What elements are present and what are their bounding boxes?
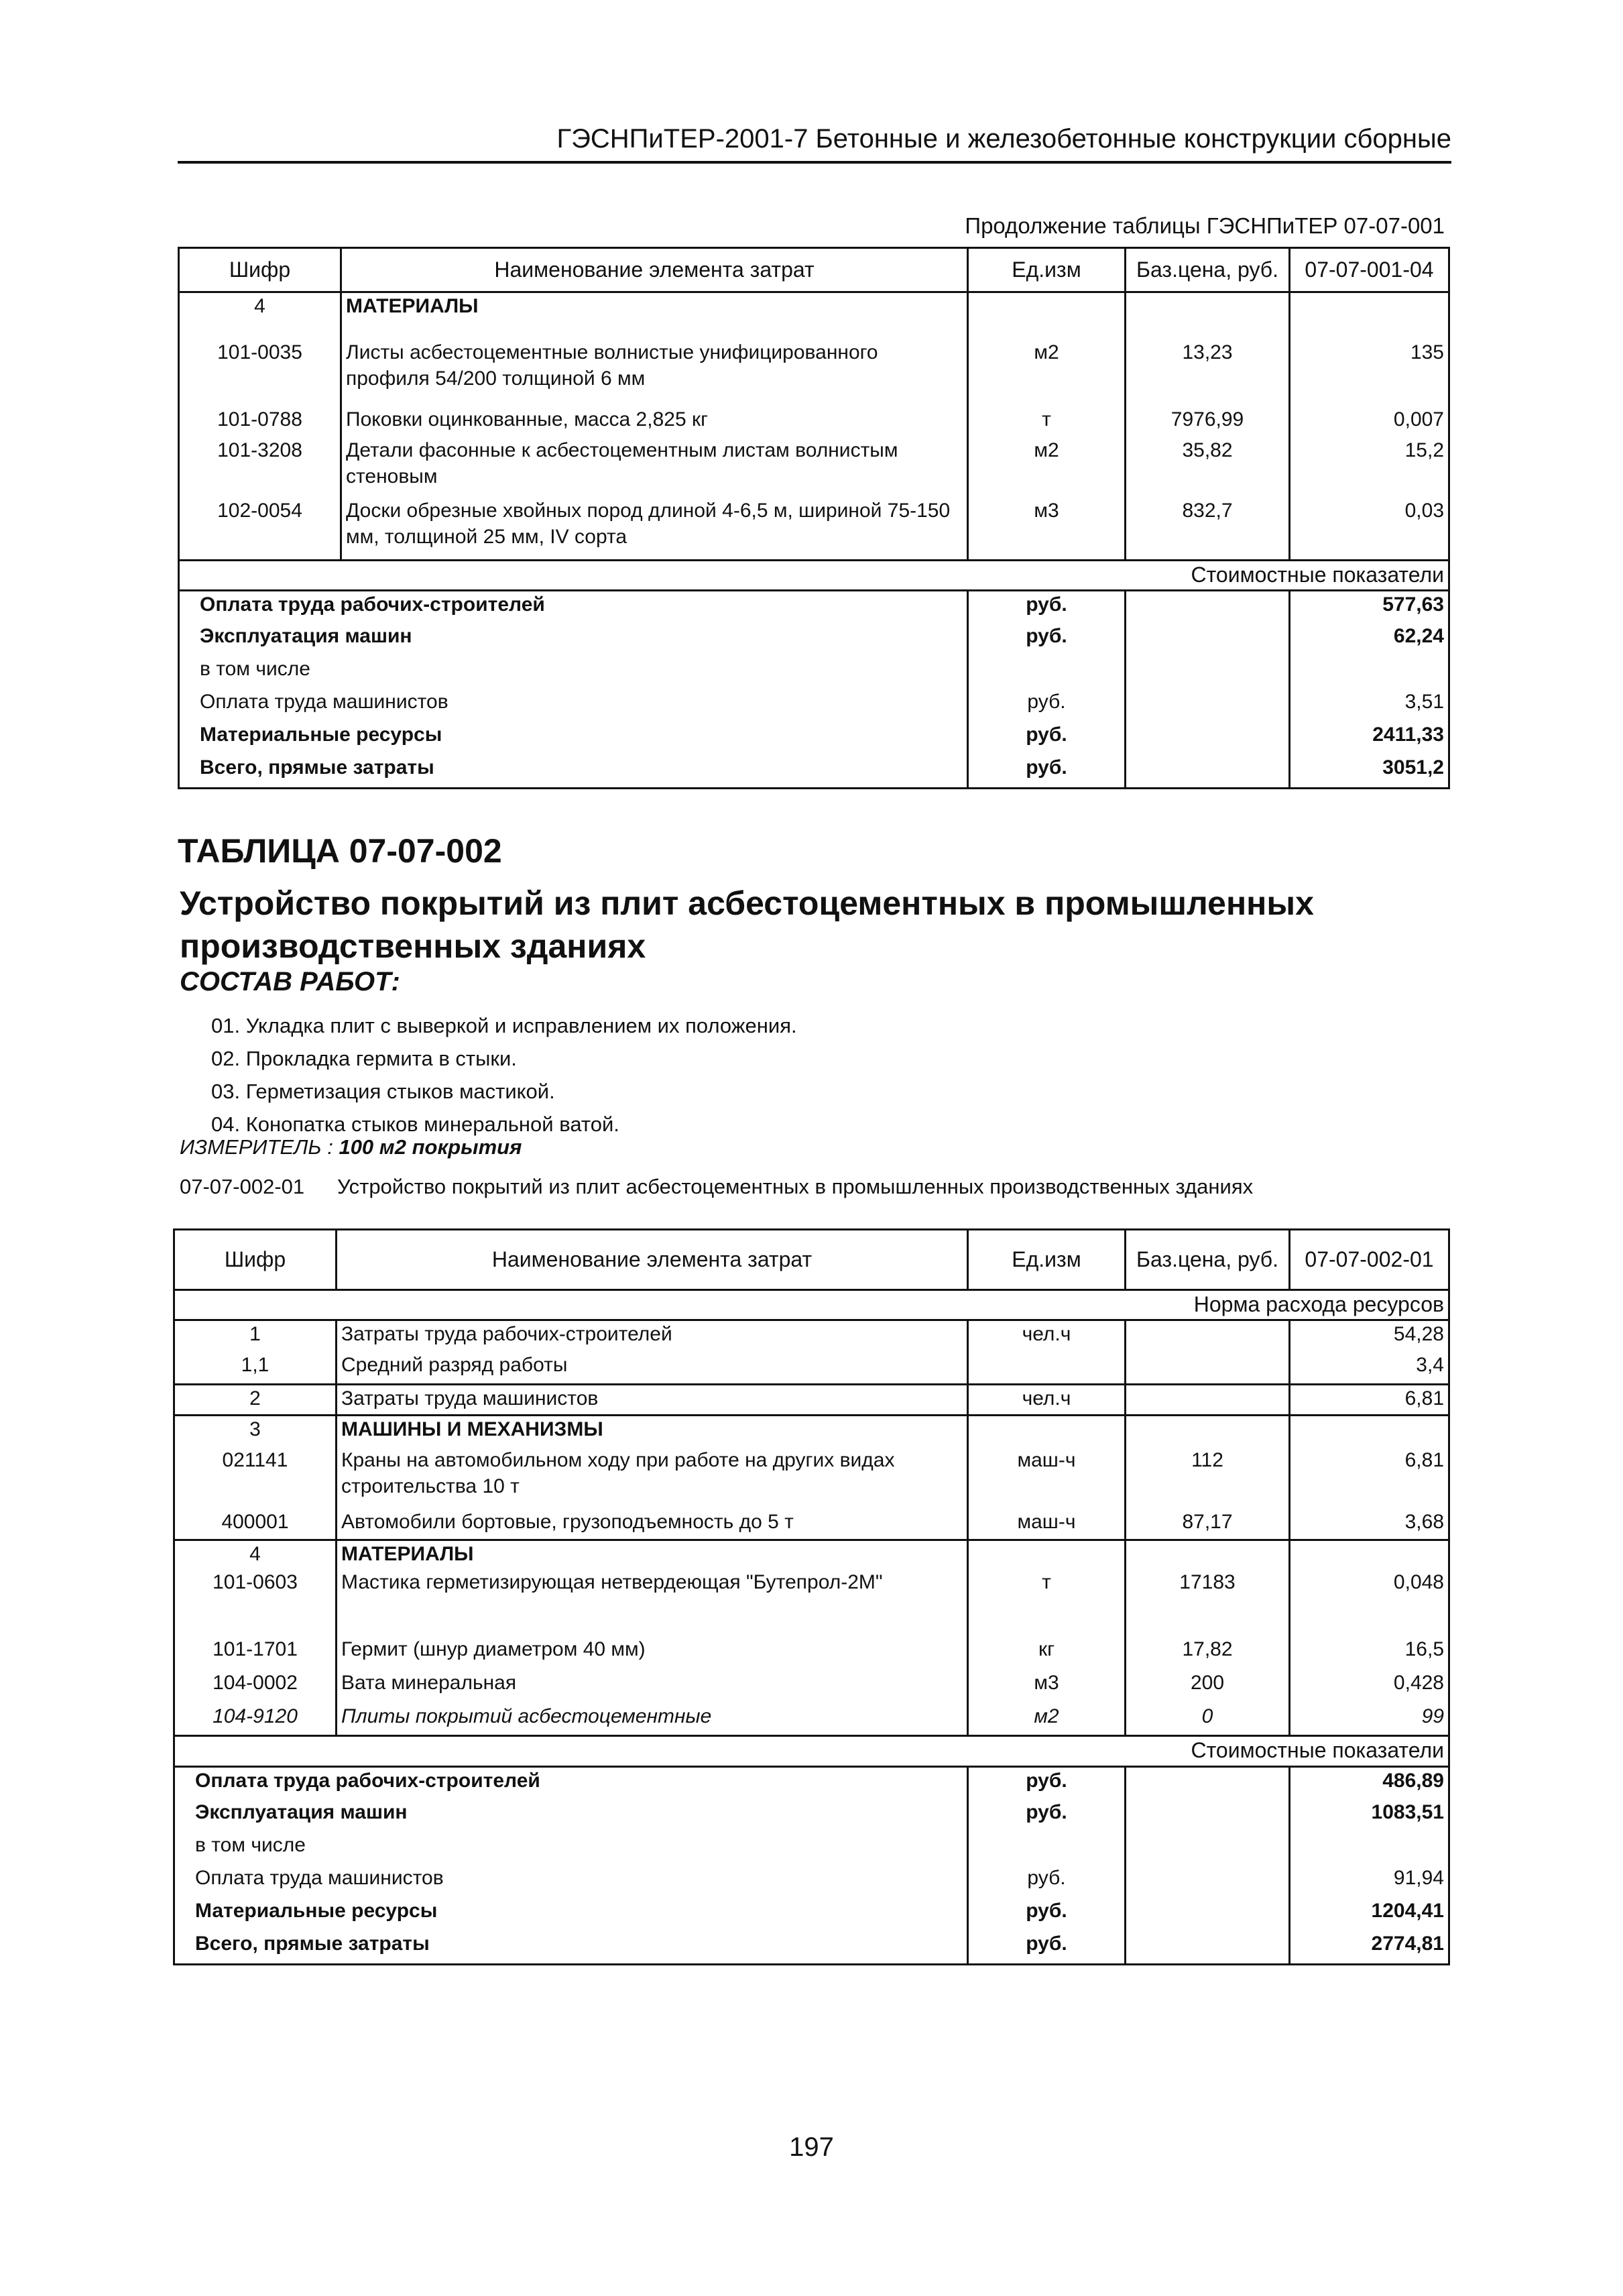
table-title: ТАБЛИЦА 07-07-002 bbox=[178, 832, 502, 870]
section-name: МАШИНЫ И МЕХАНИЗМЫ bbox=[337, 1415, 968, 1447]
row-code: 101-0788 bbox=[179, 406, 341, 437]
cost-row bbox=[174, 1799, 1449, 1832]
table-row bbox=[179, 437, 1449, 498]
material-row bbox=[174, 1670, 1449, 1703]
row-price: 17,82 bbox=[1126, 1636, 1290, 1670]
row-code: 1 bbox=[174, 1320, 337, 1352]
resource-table-07-07-001 bbox=[178, 247, 1450, 789]
cost-unit: руб. bbox=[968, 1799, 1126, 1832]
section-name: МАТЕРИАЛЫ bbox=[337, 1540, 968, 1569]
cost-name: Всего, прямые затраты bbox=[174, 1931, 968, 1964]
col-header-item: 07-07-002-01 bbox=[1290, 1230, 1449, 1290]
row-price: 35,82 bbox=[1126, 437, 1290, 498]
labor-row bbox=[174, 1384, 1449, 1415]
work-item: 02. Прокладка гермита в стыки. bbox=[211, 1047, 517, 1070]
cost-row bbox=[174, 1832, 1449, 1865]
cost-name: Оплата труда рабочих-строителей bbox=[179, 590, 968, 623]
row-name: Поковки оцинкованные, масса 2,825 кг bbox=[341, 406, 968, 437]
row-name: Доски обрезные хвойных пород длиной 4-6,5 м, шириной 75-150 мм, толщиной 25 мм, IV сорта bbox=[341, 498, 968, 561]
cost-row bbox=[179, 590, 1449, 623]
row-unit: маш-ч bbox=[968, 1509, 1126, 1540]
row-price: 112 bbox=[1126, 1447, 1290, 1509]
col-header-price: Баз.цена, руб. bbox=[1126, 1230, 1290, 1290]
cost-unit: руб. bbox=[968, 1931, 1126, 1964]
cost-name: Эксплуатация машин bbox=[174, 1799, 968, 1832]
cost-value: 62,24 bbox=[1290, 623, 1449, 656]
section-code: 4 bbox=[174, 1540, 337, 1569]
machine-row bbox=[174, 1447, 1449, 1509]
cost-row bbox=[174, 1766, 1449, 1799]
cost-name: Материальные ресурсы bbox=[174, 1898, 968, 1931]
cost-name: в том числе bbox=[174, 1832, 968, 1865]
row-unit: м2 bbox=[968, 437, 1126, 498]
cost-name: в том числе bbox=[179, 656, 968, 689]
table-header-row bbox=[179, 248, 1449, 292]
table-row bbox=[179, 498, 1449, 561]
cost-row bbox=[179, 754, 1449, 788]
row-value: 99 bbox=[1290, 1703, 1449, 1735]
row-price: 0 bbox=[1126, 1703, 1290, 1735]
section-code: 3 bbox=[174, 1415, 337, 1447]
running-header: ГЭСНПиТЕР-2001-7 Бетонные и железобетонные конструкции сборные bbox=[556, 124, 1451, 154]
cost-value: 3051,2 bbox=[1290, 754, 1449, 788]
cost-unit: руб. bbox=[968, 1766, 1126, 1799]
row-unit: м2 bbox=[968, 339, 1126, 406]
work-item: 03. Герметизация стыков мастикой. bbox=[211, 1080, 555, 1103]
row-name: Затраты труда рабочих-строителей bbox=[337, 1320, 968, 1352]
table-subtitle: Устройство покрытий из плит асбестоцементных в промышленных производственных зданиях bbox=[180, 884, 1314, 965]
cost-unit: руб. bbox=[968, 590, 1126, 623]
material-row bbox=[174, 1569, 1449, 1636]
row-code: 101-0035 bbox=[179, 339, 341, 406]
cost-row bbox=[179, 722, 1449, 754]
row-name: Детали фасонные к асбестоцементным листам волнистым стеновым bbox=[341, 437, 968, 498]
cost-name: Оплата труда машинистов bbox=[174, 1865, 968, 1898]
row-code: 102-0054 bbox=[179, 498, 341, 561]
row-value: 6,81 bbox=[1290, 1384, 1449, 1415]
cost-row bbox=[174, 1931, 1449, 1964]
row-name: Средний разряд работы bbox=[337, 1352, 968, 1384]
col-header-name: Наименование элемента затрат bbox=[341, 248, 968, 292]
row-value: 0,03 bbox=[1290, 498, 1449, 561]
row-value: 3,68 bbox=[1290, 1509, 1449, 1540]
col-header-item: 07-07-001-04 bbox=[1290, 248, 1449, 292]
row-name: Автомобили бортовые, грузоподъемность до 5 т bbox=[337, 1509, 968, 1540]
page-number: 197 bbox=[789, 2132, 834, 2162]
labor-row bbox=[174, 1320, 1449, 1352]
row-unit: м3 bbox=[968, 1670, 1126, 1703]
row-value: 3,4 bbox=[1290, 1352, 1449, 1384]
col-header-unit: Ед.изм bbox=[968, 1230, 1126, 1290]
row-code: 101-3208 bbox=[179, 437, 341, 498]
col-header-unit: Ед.изм bbox=[968, 248, 1126, 292]
row-name: Краны на автомобильном ходу при работе на других видах строительства 10 т bbox=[337, 1447, 968, 1509]
item-name: Устройство покрытий из плит асбестоцементных в промышленных производственных зданиях bbox=[337, 1175, 1254, 1198]
item-code: 07-07-002-01 bbox=[180, 1175, 305, 1198]
row-name: Плиты покрытий асбестоцементные bbox=[337, 1703, 968, 1735]
works-label: СОСТАВ РАБОТ: bbox=[180, 967, 400, 996]
row-price: 87,17 bbox=[1126, 1509, 1290, 1540]
cost-name: Всего, прямые затраты bbox=[179, 754, 968, 788]
meter-line bbox=[180, 1135, 522, 1159]
cost-value: 1204,41 bbox=[1290, 1898, 1449, 1931]
cost-header-row bbox=[179, 561, 1449, 591]
cost-unit: руб. bbox=[968, 689, 1126, 722]
row-code: 021141 bbox=[174, 1447, 337, 1509]
table-header-row bbox=[174, 1230, 1449, 1290]
cost-unit: руб. bbox=[968, 722, 1126, 754]
cost-value: 486,89 bbox=[1290, 1766, 1449, 1799]
row-unit: м2 bbox=[968, 1703, 1126, 1735]
material-row bbox=[174, 1636, 1449, 1670]
row-price: 200 bbox=[1126, 1670, 1290, 1703]
cost-unit: руб. bbox=[968, 1865, 1126, 1898]
section-name: МАТЕРИАЛЫ bbox=[341, 292, 968, 339]
row-unit: кг bbox=[968, 1636, 1126, 1670]
cost-value: 91,94 bbox=[1290, 1865, 1449, 1898]
cost-row bbox=[179, 623, 1449, 656]
row-value: 6,81 bbox=[1290, 1447, 1449, 1509]
works-list bbox=[211, 1009, 797, 1141]
row-value: 0,007 bbox=[1290, 406, 1449, 437]
cost-header-row bbox=[174, 1735, 1449, 1766]
row-unit: т bbox=[968, 406, 1126, 437]
row-code: 104-0002 bbox=[174, 1670, 337, 1703]
row-value: 0,048 bbox=[1290, 1569, 1449, 1636]
row-value: 135 bbox=[1290, 339, 1449, 406]
col-header-price: Баз.цена, руб. bbox=[1126, 248, 1290, 292]
row-code: 101-1701 bbox=[174, 1636, 337, 1670]
cost-unit: руб. bbox=[968, 623, 1126, 656]
cost-value: 2774,81 bbox=[1290, 1931, 1449, 1964]
row-name: Затраты труда машинистов bbox=[337, 1384, 968, 1415]
item-line bbox=[180, 1175, 1253, 1199]
col-header-name: Наименование элемента затрат bbox=[337, 1230, 968, 1290]
meter-value: 100 м2 покрытия bbox=[339, 1135, 522, 1159]
row-name: Мастика герметизирующая нетвердеющая "Бутепрол-2М" bbox=[337, 1569, 968, 1636]
section-code: 4 bbox=[179, 292, 341, 339]
header-rule bbox=[178, 161, 1451, 164]
row-value: 16,5 bbox=[1290, 1636, 1449, 1670]
meter-label: ИЗМЕРИТЕЛЬ : bbox=[180, 1135, 333, 1159]
row-name: Листы асбестоцементные волнистые унифицированного профиля 54/200 толщиной 6 мм bbox=[341, 339, 968, 406]
cost-row bbox=[174, 1865, 1449, 1898]
work-item: 04. Конопатка стыков минеральной ватой. bbox=[211, 1112, 619, 1136]
row-name: Вата минеральная bbox=[337, 1670, 968, 1703]
row-unit: маш-ч bbox=[968, 1447, 1126, 1509]
section-row bbox=[174, 1415, 1449, 1447]
row-price: 13,23 bbox=[1126, 339, 1290, 406]
norm-header-row bbox=[174, 1290, 1449, 1320]
cost-name: Материальные ресурсы bbox=[179, 722, 968, 754]
work-item: 01. Укладка плит с выверкой и исправлением их положения. bbox=[211, 1014, 797, 1037]
cost-row bbox=[179, 689, 1449, 722]
cost-row bbox=[174, 1898, 1449, 1931]
row-value: 54,28 bbox=[1290, 1320, 1449, 1352]
material-row bbox=[174, 1703, 1449, 1735]
row-price: 832,7 bbox=[1126, 498, 1290, 561]
row-price: 17183 bbox=[1126, 1569, 1290, 1636]
norm-header: Норма расхода ресурсов bbox=[174, 1290, 1449, 1320]
labor-row bbox=[174, 1352, 1449, 1384]
cost-name: Оплата труда рабочих-строителей bbox=[174, 1766, 968, 1799]
section-row bbox=[174, 1540, 1449, 1569]
resource-table-07-07-002 bbox=[173, 1228, 1450, 1965]
col-header-code: Шифр bbox=[174, 1230, 337, 1290]
row-price: 7976,99 bbox=[1126, 406, 1290, 437]
cost-value: 2411,33 bbox=[1290, 722, 1449, 754]
row-unit: м3 bbox=[968, 498, 1126, 561]
row-unit: чел.ч bbox=[968, 1384, 1126, 1415]
machine-row bbox=[174, 1509, 1449, 1540]
cost-unit: руб. bbox=[968, 754, 1126, 788]
row-code: 2 bbox=[174, 1384, 337, 1415]
row-unit: т bbox=[968, 1569, 1126, 1636]
row-code: 101-0603 bbox=[174, 1569, 337, 1636]
cost-name: Эксплуатация машин bbox=[179, 623, 968, 656]
col-header-code: Шифр bbox=[179, 248, 341, 292]
row-value: 15,2 bbox=[1290, 437, 1449, 498]
row-name: Гермит (шнур диаметром 40 мм) bbox=[337, 1636, 968, 1670]
table-row bbox=[179, 406, 1449, 437]
cost-header: Стоимостные показатели bbox=[174, 1735, 1449, 1766]
row-value: 0,428 bbox=[1290, 1670, 1449, 1703]
section-row bbox=[179, 292, 1449, 339]
row-code: 1,1 bbox=[174, 1352, 337, 1384]
cost-header: Стоимостные показатели bbox=[179, 561, 1449, 591]
row-unit: чел.ч bbox=[968, 1320, 1126, 1352]
cost-value: 577,63 bbox=[1290, 590, 1449, 623]
cost-value: 3,51 bbox=[1290, 689, 1449, 722]
cost-value: 1083,51 bbox=[1290, 1799, 1449, 1832]
table-row bbox=[179, 339, 1449, 406]
row-code: 104-9120 bbox=[174, 1703, 337, 1735]
cost-name: Оплата труда машинистов bbox=[179, 689, 968, 722]
row-code: 400001 bbox=[174, 1509, 337, 1540]
table-continuation-note: Продолжение таблицы ГЭСНПиТЕР 07-07-001 bbox=[965, 213, 1445, 238]
cost-unit: руб. bbox=[968, 1898, 1126, 1931]
cost-row bbox=[179, 656, 1449, 689]
